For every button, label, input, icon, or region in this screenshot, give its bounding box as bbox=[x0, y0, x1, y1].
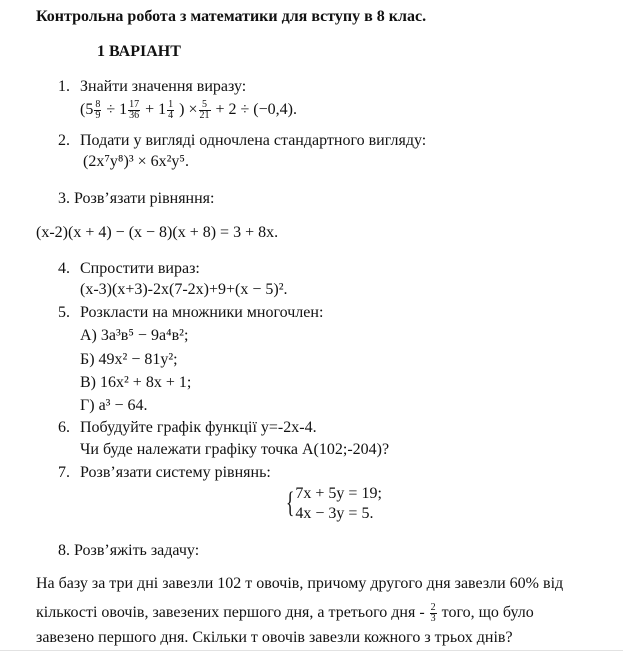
task-text: Розв’яжіть задачу: bbox=[74, 542, 200, 559]
task-number: 1. bbox=[58, 78, 70, 95]
task-text: Розкласти на множники многочлен: bbox=[80, 304, 324, 321]
numerator: 1 bbox=[168, 98, 174, 110]
denominator: 36 bbox=[129, 109, 140, 121]
task-7 bbox=[58, 463, 271, 483]
problem-text: того, що було bbox=[441, 604, 534, 621]
denominator: 9 bbox=[95, 109, 101, 121]
task-1 bbox=[58, 77, 246, 97]
task-text: Розв’язати рівняння: bbox=[74, 190, 215, 207]
task-text: Подати у вигляді одночлена стандартного вигляду: bbox=[80, 132, 427, 149]
factor-item-b: Б) 49x² − 81y²; bbox=[80, 351, 178, 368]
expr-part: ÷ 1 bbox=[106, 101, 128, 118]
task-number: 5. bbox=[58, 304, 70, 321]
page-title: Контрольна робота з математики для вступу в 8 клас. bbox=[36, 8, 427, 25]
fraction bbox=[128, 100, 140, 121]
task-number: 4. bbox=[58, 260, 70, 277]
task-8 bbox=[58, 541, 199, 561]
expression-4: (x-3)(x+3)-2x(7-2x)+9+(x − 5)². bbox=[80, 281, 288, 298]
denominator: 3 bbox=[430, 612, 436, 624]
numerator: 8 bbox=[95, 98, 101, 110]
problem-text: кількості овочів, завезених першого дня, а третього дня - bbox=[36, 604, 425, 621]
task-4 bbox=[58, 259, 200, 279]
task-number: 2. bbox=[58, 132, 70, 149]
expression-2: (2x⁷y⁸)³ × 6x²y⁵. bbox=[83, 153, 190, 170]
system-eq-2: 4x − 3y = 5. bbox=[295, 505, 374, 522]
expression-1 bbox=[80, 97, 297, 123]
task-text: Розв’язати систему рівнянь: bbox=[80, 464, 271, 481]
denominator: 21 bbox=[199, 109, 210, 121]
numerator: 17 bbox=[129, 98, 140, 110]
expr-part: (5 bbox=[80, 101, 94, 118]
task-text: Знайти значення виразу: bbox=[80, 78, 247, 95]
task-3 bbox=[58, 189, 214, 209]
task-text: Спростити вираз: bbox=[80, 260, 200, 277]
task-2 bbox=[58, 131, 426, 151]
denominator: 4 bbox=[168, 109, 174, 121]
page-edge-divider bbox=[0, 650, 623, 651]
system-lines bbox=[295, 484, 382, 524]
fraction bbox=[167, 100, 174, 121]
task-number: 3. bbox=[58, 190, 70, 207]
factor-item-a: А) 3а³в⁵ − 9а⁴в²; bbox=[80, 327, 189, 344]
task-5 bbox=[58, 303, 323, 323]
task-number: 8. bbox=[58, 542, 70, 559]
numerator: 2 bbox=[430, 601, 436, 613]
task-number: 6. bbox=[58, 419, 70, 436]
task-6 bbox=[58, 418, 317, 438]
fraction bbox=[199, 100, 211, 121]
system-eq-1: 7x + 5y = 19; bbox=[295, 485, 382, 502]
task-number: 7. bbox=[58, 464, 70, 481]
curly-brace-icon: { bbox=[285, 486, 295, 519]
fraction bbox=[94, 100, 101, 121]
factor-item-v: В) 16x² + 8x + 1; bbox=[80, 374, 192, 391]
task-6-question: Чи буде належати графіку точка А(102;-204)? bbox=[80, 441, 390, 458]
factor-item-g: Г) a³ − 64. bbox=[80, 397, 148, 414]
variant-heading: 1 ВАРІАНТ bbox=[97, 43, 181, 60]
task-text: Побудуйте графік функції y=-2x-4. bbox=[80, 419, 317, 436]
fraction bbox=[430, 603, 437, 624]
expr-part: + 1 bbox=[145, 101, 167, 118]
equation-system bbox=[283, 484, 382, 524]
problem-line-3: завезено першого дня. Скільки т овочів завезли кожного з трьох днів? bbox=[36, 629, 513, 646]
problem-line-2 bbox=[36, 600, 534, 626]
numerator: 5 bbox=[199, 100, 211, 111]
expr-part: ) × bbox=[179, 101, 198, 118]
problem-line-1: На базу за три дні завезли 102 т овочів, причому другого дня завезли 60% від bbox=[36, 575, 564, 592]
expr-part: + 2 ÷ (−0,4). bbox=[215, 101, 297, 118]
equation-3: (x-2)(x + 4) − (x − 8)(x + 8) = 3 + 8x. bbox=[36, 224, 279, 241]
